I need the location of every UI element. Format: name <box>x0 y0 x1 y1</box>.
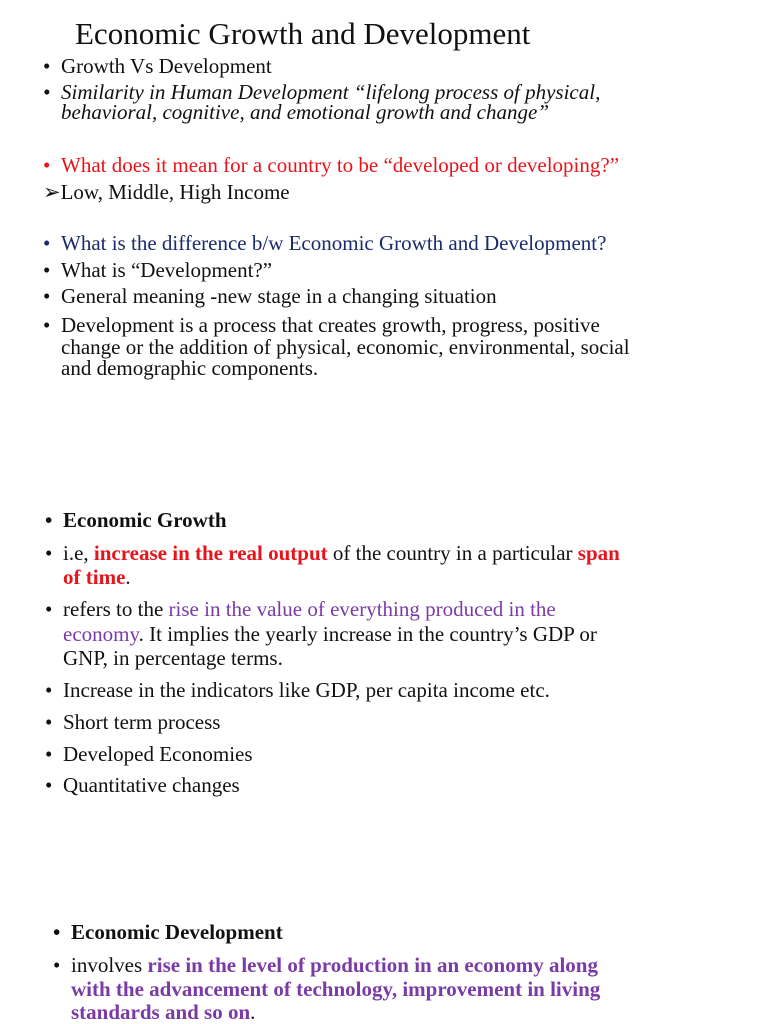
list-item <box>45 541 620 565</box>
highlight-text: of time <box>63 565 126 589</box>
heading-text: Economic Development <box>71 920 283 944</box>
bullet: • <box>45 678 53 702</box>
highlight-text: span <box>577 541 620 565</box>
highlight-text: rise in the level of production in an economy along <box>147 953 598 977</box>
bullet: • <box>43 80 51 104</box>
heading-text: Economic Growth <box>63 508 227 532</box>
list-item-text: Increase in the indicators like GDP, per capita income etc. <box>63 678 550 702</box>
question-item <box>43 153 619 177</box>
list-item-continuation: behavioral, cognitive, and emotional growth and change” <box>61 100 549 124</box>
text-run: i.e, <box>63 541 94 565</box>
list-item <box>43 313 600 337</box>
question-item <box>43 231 606 255</box>
highlight-text: economy <box>63 622 139 646</box>
list-item-text: Low, Middle, High Income <box>60 180 290 204</box>
list-item-text: What is the difference b/w Economic Growth and Development? <box>61 231 607 255</box>
list-item-continuation <box>71 1000 255 1024</box>
list-item-continuation: change or the addition of physical, economic, environmental, social <box>61 335 630 359</box>
list-item-text: Growth Vs Development <box>61 54 272 78</box>
bullet: • <box>45 710 53 734</box>
bullet: • <box>45 541 53 565</box>
list-item <box>43 54 272 78</box>
list-item-text: Developed Economies <box>63 742 253 766</box>
list-item-text: Similarity in Human Development “lifelong process of physical, <box>61 80 601 104</box>
list-item <box>45 742 253 766</box>
arrow-icon: ➢ <box>43 180 61 204</box>
text-run: refers to the <box>63 597 169 621</box>
bullet: • <box>43 284 51 308</box>
list-item-text: What does it mean for a country to be “developed or developing?” <box>61 153 620 177</box>
list-item-text: What is “Development?” <box>61 258 273 282</box>
bullet: • <box>43 313 51 337</box>
list-item-continuation <box>63 622 597 646</box>
bullet: • <box>53 953 61 977</box>
list-item-continuation: with the advancement of technology, improvement in living <box>71 977 601 1001</box>
bullet: • <box>43 258 51 282</box>
text-run: . It implies the yearly increase in the country’s GDP or <box>138 622 597 646</box>
list-item-continuation <box>63 565 131 589</box>
list-item-continuation: GNP, in percentage terms. <box>63 646 283 670</box>
text-run: of the country in a particular <box>327 541 578 565</box>
bullet: • <box>43 231 51 255</box>
highlight-text: rise in the value of everything produced in the <box>168 597 556 621</box>
page-title: Economic Growth and Development <box>75 16 531 51</box>
section-heading <box>53 920 283 944</box>
highlight-text: standards and so on <box>71 1000 251 1024</box>
arrow-item <box>43 180 290 204</box>
text-run: . <box>250 1000 256 1024</box>
bullet: • <box>45 508 53 532</box>
list-item <box>45 710 220 734</box>
section-heading <box>45 508 227 532</box>
list-item <box>45 678 550 702</box>
list-item <box>43 258 272 282</box>
list-item-text: Development is a process that creates growth, progress, positive <box>61 313 600 337</box>
list-item <box>53 953 598 977</box>
list-item <box>43 284 497 308</box>
text-run: . <box>125 565 131 589</box>
text-run: involves <box>71 953 148 977</box>
list-item <box>45 597 556 621</box>
bullet: • <box>45 597 53 621</box>
bullet: • <box>43 54 51 78</box>
list-item-text: Quantitative changes <box>63 773 240 797</box>
bullet: • <box>53 920 61 944</box>
list-item-continuation: and demographic components. <box>61 356 319 380</box>
highlight-text: increase in the real output <box>93 541 328 565</box>
list-item-text: General meaning -new stage in a changing situation <box>61 284 497 308</box>
list-item-text: Short term process <box>63 710 221 734</box>
bullet: • <box>43 153 51 177</box>
list-item <box>45 773 240 797</box>
bullet: • <box>45 773 53 797</box>
bullet: • <box>45 742 53 766</box>
